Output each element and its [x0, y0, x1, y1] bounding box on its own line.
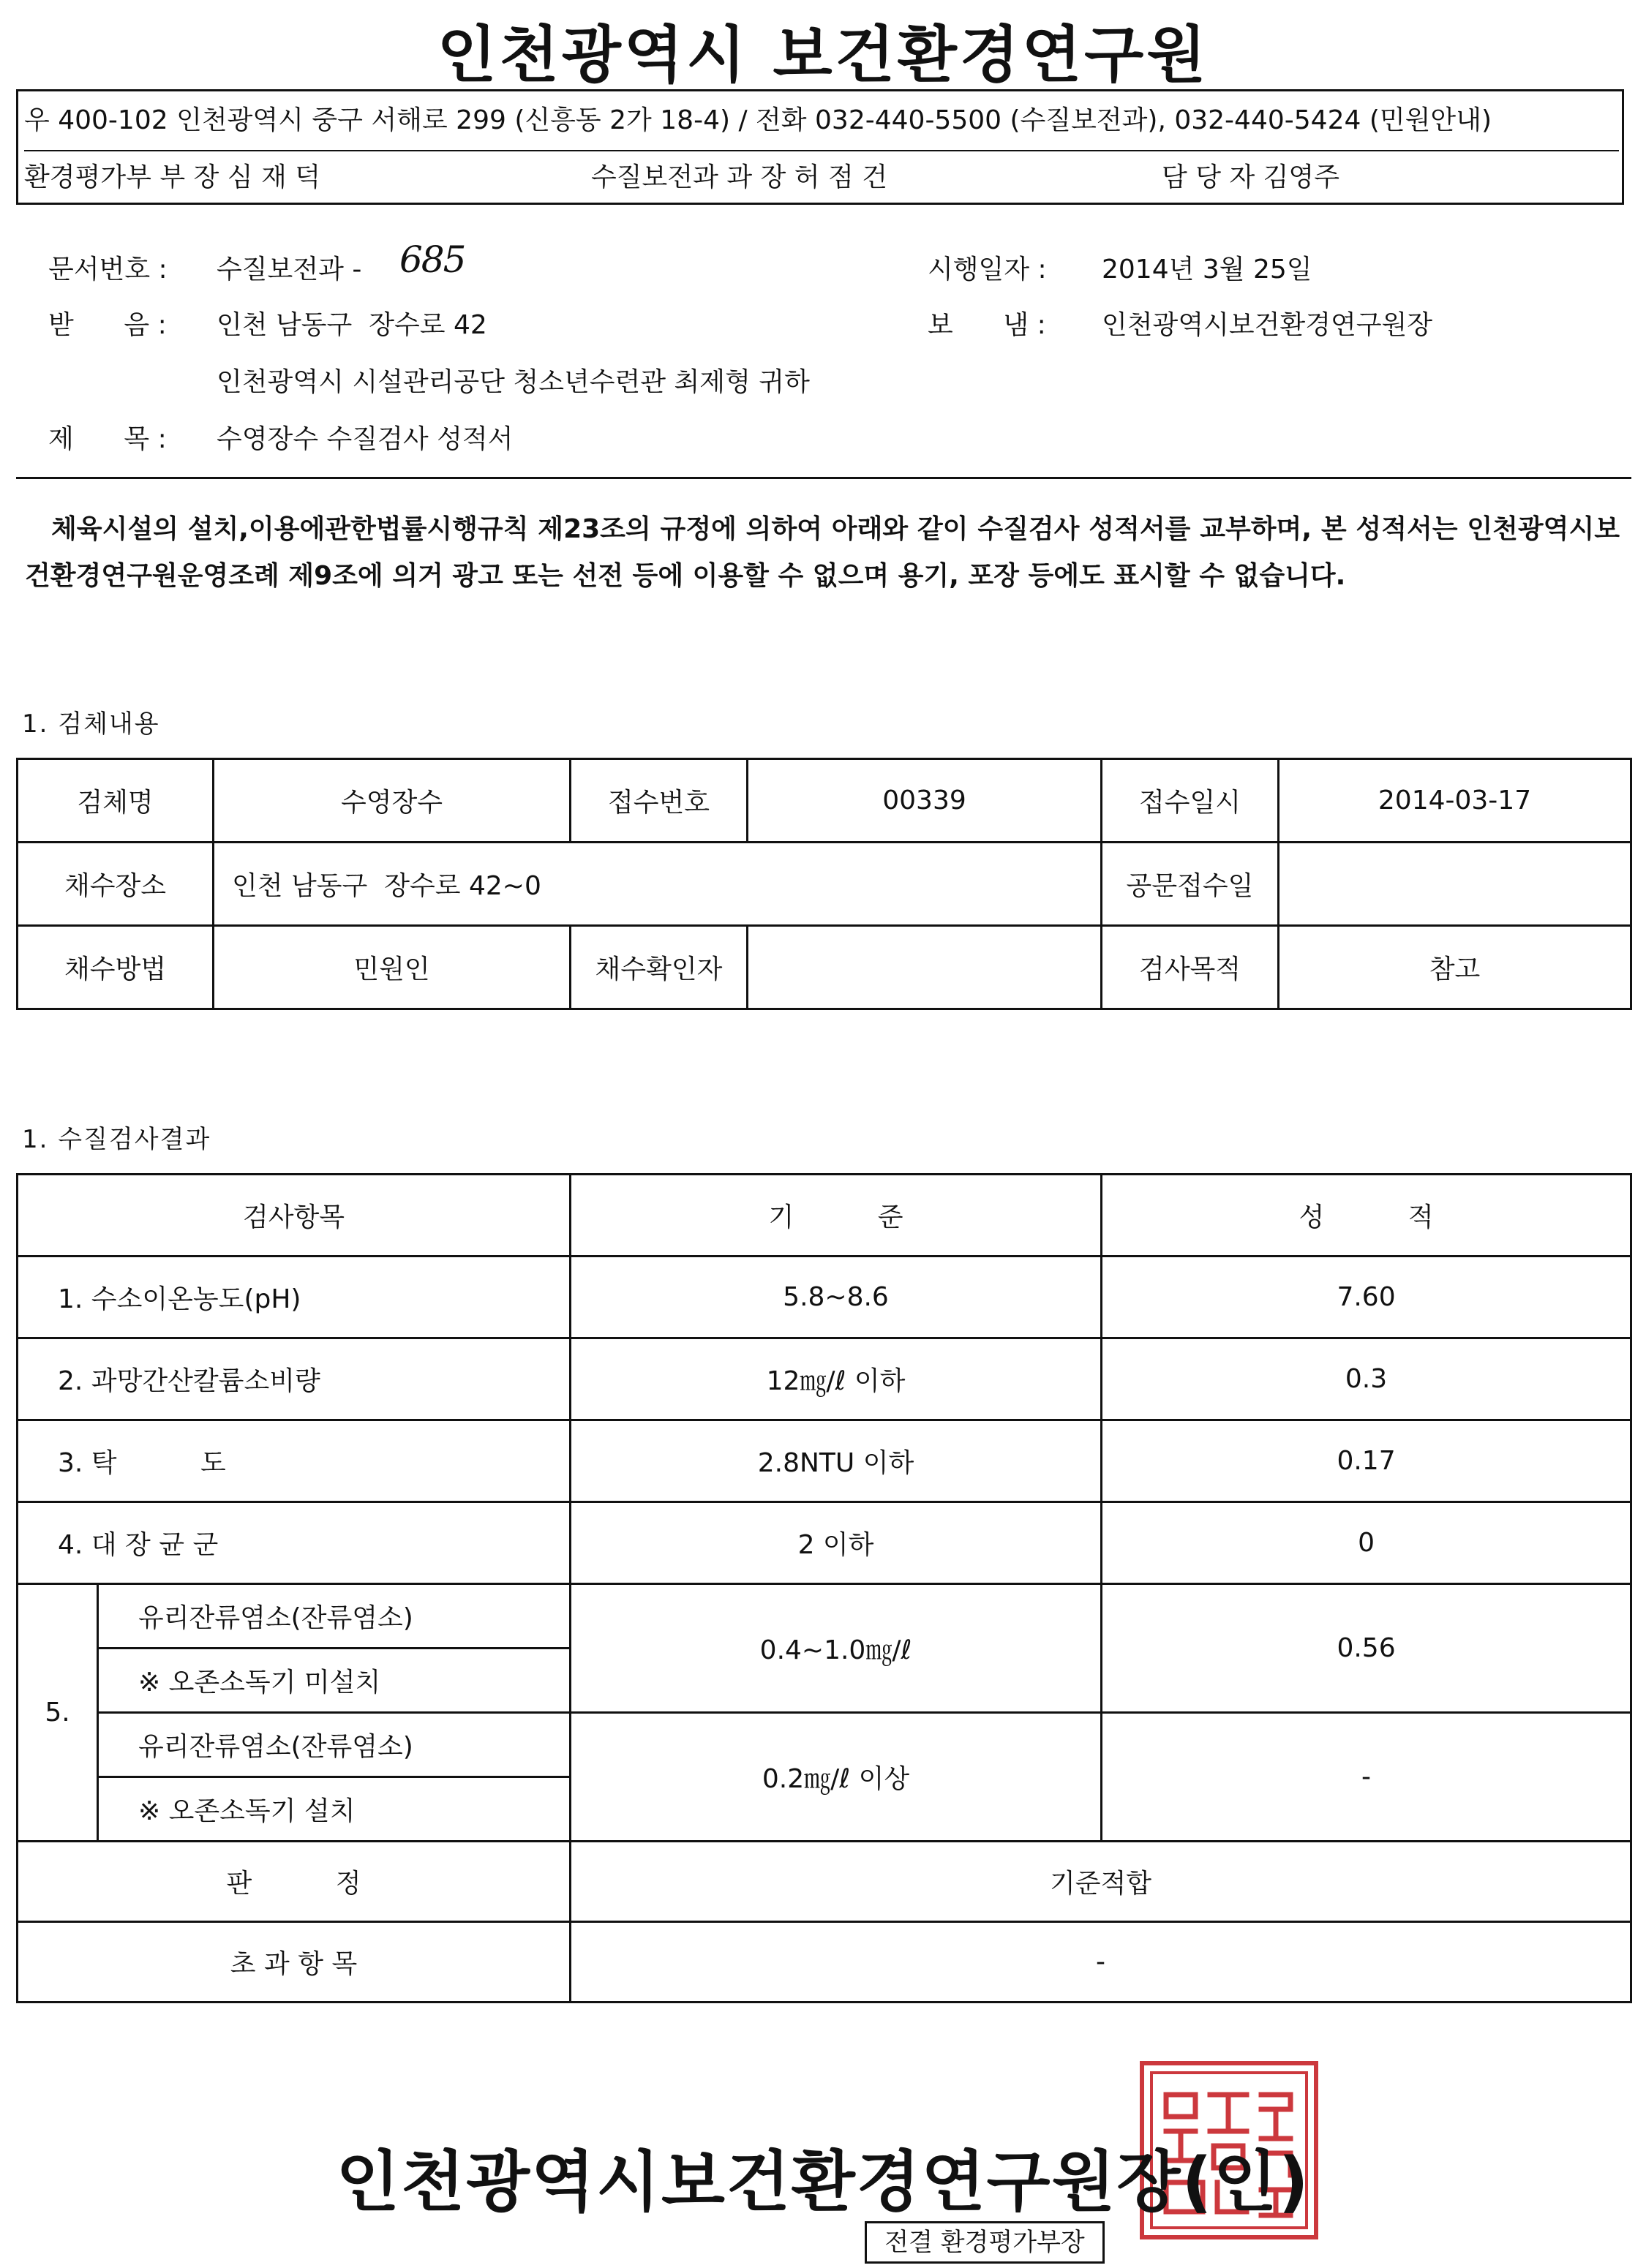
row5a-standard: 0.4~1.0㎎/ℓ [571, 1584, 1102, 1713]
recipient-line1: 인천 남동구 장수로 42 [217, 310, 487, 340]
row5-number: 5. [18, 1584, 98, 1842]
table-row [18, 1420, 1631, 1502]
col-item-header: 검사항목 [18, 1175, 571, 1257]
sender-label: 보 냄 : [928, 310, 1046, 340]
table-row [18, 1502, 1631, 1584]
item-cell: 2. 과망간산칼륨소비량 [18, 1338, 571, 1420]
delegation-box: 전결 환경평가부장 [865, 2221, 1105, 2264]
exec-date-value: 2014년 3월 25일 [1102, 255, 1312, 285]
judgment-label: 판 정 [18, 1842, 571, 1922]
sample-table [16, 758, 1632, 1010]
confirmer-value [748, 926, 1102, 1009]
result-cell: 0 [1102, 1502, 1631, 1584]
official-receipt-value [1279, 843, 1631, 926]
staff-line [24, 151, 1619, 204]
receipt-date-value: 2014-03-17 [1279, 759, 1631, 843]
purpose-label: 검사목적 [1102, 926, 1279, 1009]
receipt-date-label: 접수일시 [1102, 759, 1279, 843]
sender-value: 인천광역시보건환경연구원장 [1102, 310, 1433, 340]
result-cell: 0.17 [1102, 1420, 1631, 1502]
sample-row-3 [18, 926, 1631, 1009]
specimen-label: 검체명 [18, 759, 214, 843]
item-cell: 1. 수소이온농도(pH) [18, 1257, 571, 1338]
receipt-no-label: 접수번호 [571, 759, 748, 843]
section-chief: 수질보전과 과 장 허 점 건 [591, 162, 887, 192]
exceed-label: 초 과 항 목 [18, 1922, 571, 2003]
table-row [18, 1584, 1631, 1649]
results-section-title: 1. 수질검사결과 [22, 1125, 211, 1154]
sample-row-1 [18, 759, 1631, 843]
judgment-row [18, 1842, 1631, 1922]
recipient-line2: 인천광역시 시설관리공단 청소년수련관 최제형 귀하 [217, 367, 810, 397]
specimen-value: 수영장수 [214, 759, 571, 843]
doc-no-handwritten: 685 [399, 238, 465, 281]
recipient-label: 받 음 : [48, 310, 167, 340]
col-result-header: 성 적 [1102, 1175, 1631, 1257]
officer: 담 당 자 김영주 [1162, 162, 1339, 192]
exceed-value: - [571, 1922, 1631, 2003]
method-value: 민원인 [214, 926, 571, 1009]
location-value: 인천 남동구 장수로 42~0 [214, 843, 1102, 926]
receipt-no-value: 00339 [748, 759, 1102, 843]
document-title: 인천광역시 보건환경연구원 [437, 19, 1209, 91]
row5a-item: 유리잔류염소(잔류염소) [98, 1584, 571, 1649]
row5a-note: ※ 오존소독기 미설치 [98, 1649, 571, 1713]
doc-no-value: 수질보전과 - [217, 255, 362, 285]
row5b-note: ※ 오존소독기 설치 [98, 1777, 571, 1842]
purpose-value: 참고 [1279, 926, 1631, 1009]
address-line: 우 400-102 인천광역시 중구 서해로 299 (신흥동 2가 18-4) / 전화 032-440-5500 (수질보전과), 032-440-5424 (민원안내) [24, 91, 1619, 151]
table-row [18, 1257, 1631, 1338]
divider [16, 477, 1631, 479]
results-table [16, 1173, 1632, 2003]
subject-label: 제 목 : [48, 424, 167, 454]
row5b-result: - [1102, 1713, 1631, 1842]
doc-no-label: 문서번호 : [48, 255, 168, 285]
row5a-result: 0.56 [1102, 1584, 1631, 1713]
row5b-item: 유리잔류염소(잔류염소) [98, 1713, 571, 1777]
exec-date-label: 시행일자 : [928, 255, 1047, 285]
sample-section-title: 1. 검체내용 [22, 709, 160, 739]
confirmer-label: 채수확인자 [571, 926, 748, 1009]
location-label: 채수장소 [18, 843, 214, 926]
item-cell: 3. 탁 도 [18, 1420, 571, 1502]
judgment-value: 기준적합 [571, 1842, 1631, 1922]
standard-cell: 2 이하 [571, 1502, 1102, 1584]
result-cell: 7.60 [1102, 1257, 1631, 1338]
exceed-row [18, 1922, 1631, 2003]
dept-head: 환경평가부 부 장 심 재 덕 [24, 162, 320, 192]
standard-cell: 5.8~8.6 [571, 1257, 1102, 1338]
signatory: 인천광역시보건환경연구원장(인) [336, 2144, 1310, 2220]
intro-paragraph: 체육시설의 설치,이용에관한법률시행규칙 제23조의 규정에 의하여 아래와 같이 수질검사 성적서를 교부하며, 본 성적서는 인천광역시보건환경연구원운영조례 제9조에 의거 광고 또는 선전 등에 이용할 수 없으며 용기, 포장 등에도 표시할 수 없습니다. [25, 514, 1620, 591]
item-cell: 4. 대 장 균 군 [18, 1502, 571, 1584]
table-row [18, 1338, 1631, 1420]
standard-cell: 12㎎/ℓ 이하 [571, 1338, 1102, 1420]
sample-row-2 [18, 843, 1631, 926]
standard-cell: 2.8NTU 이하 [571, 1420, 1102, 1502]
result-cell: 0.3 [1102, 1338, 1631, 1420]
method-label: 채수방법 [18, 926, 214, 1009]
official-receipt-label: 공문접수일 [1102, 843, 1279, 926]
table-row [18, 1713, 1631, 1777]
row5b-standard: 0.2㎎/ℓ 이상 [571, 1713, 1102, 1842]
results-header-row [18, 1175, 1631, 1257]
header-info-box [16, 89, 1624, 205]
subject-value: 수영장수 수질검사 성적서 [217, 424, 514, 454]
col-standard-header: 기 준 [571, 1175, 1102, 1257]
